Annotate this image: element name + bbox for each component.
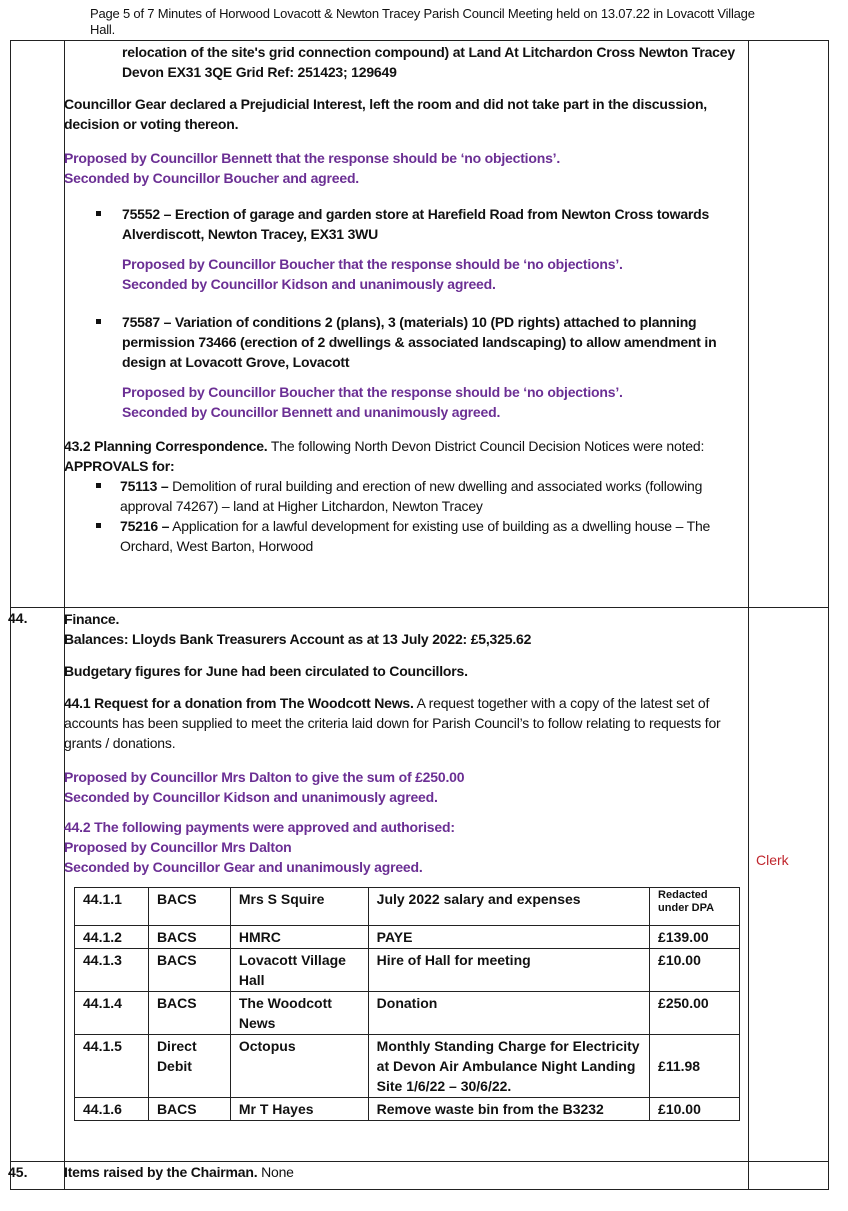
approval-text: Demolition of rural building and erection of new dwelling and associated works (following approval 74267) – land at Higher Litchardon, Newton Tracey — [120, 478, 703, 514]
planning-correspondence — [64, 436, 736, 456]
table-row — [75, 926, 740, 949]
approval-number: 75216 – — [120, 518, 170, 534]
application-item — [64, 312, 736, 372]
section-title: Finance. — [64, 611, 120, 627]
section-text: The following North Devon District Council Decision Notices were noted: — [267, 438, 705, 454]
payment-payee: The Woodcott News — [230, 992, 368, 1035]
seconded-text: Seconded by Councillor Boucher and agreed. — [64, 170, 359, 186]
bullet-icon — [96, 319, 101, 324]
payment-description: Donation — [368, 992, 649, 1035]
payment-ref: 44.1.5 — [75, 1035, 149, 1098]
payment-description: Hire of Hall for meeting — [368, 949, 649, 992]
approval-item — [64, 476, 736, 516]
payment-method: BACS — [148, 992, 230, 1035]
balances-text: Balances: Lloyds Bank Treasurers Account as at 13 July 2022: £5,325.62 — [64, 631, 532, 647]
payment-method: BACS — [148, 1098, 230, 1121]
action-by-label: Clerk — [756, 852, 789, 868]
row-divider — [11, 607, 828, 608]
column-divider — [748, 41, 749, 1189]
bullet-icon — [96, 523, 101, 528]
application-text: 75552 – Erection of garage and garden store at Harefield Road from Newton Cross towards Alverdiscott, Newton Tracey, EX31 3WU — [122, 206, 710, 242]
payment-ref: 44.1.1 — [75, 888, 149, 926]
payment-amount: Redacted under DPA — [650, 888, 740, 926]
item-number: 45. — [8, 1164, 28, 1180]
table-row — [75, 1098, 740, 1121]
payment-description: July 2022 salary and expenses — [368, 888, 649, 926]
payment-ref: 44.1.4 — [75, 992, 149, 1035]
item-43-content — [64, 42, 736, 556]
payments-table — [74, 887, 740, 1121]
seconded-text: Seconded by Councillor Kidson and unanimously agreed. — [64, 789, 438, 805]
bullet-icon — [96, 483, 101, 488]
proposal-text: Proposed by Councillor Bennett that the response should be ‘no objections’. — [64, 150, 561, 166]
table-row — [75, 992, 740, 1035]
application-text: 75587 – Variation of conditions 2 (plans), 3 (materials) 10 (PD rights) attached to planning permission 73466 (erection of 2 dwellings & associated landscaping) to allow amendment in design at Lovacott Grove, Lovacott — [122, 314, 717, 370]
table-row — [75, 888, 740, 926]
payments-heading: 44.2 The following payments were approved and authorised: — [64, 819, 455, 835]
approvals-heading: APPROVALS for: — [64, 458, 175, 474]
payment-amount: £10.00 — [650, 949, 740, 992]
section-heading: 43.2 Planning Correspondence. — [64, 438, 268, 454]
interest-declaration: Councillor Gear declared a Prejudicial Interest, left the room and did not take part in the discussion, decision or voting thereon. — [64, 96, 707, 132]
application-continuation: relocation of the site's grid connection compound) at Land At Litchardon Cross Newton Tracey Devon EX31 3QE Grid Ref: 251423; 129649 — [122, 44, 735, 80]
item-number: 44. — [8, 610, 28, 626]
approval-number: 75113 – — [120, 478, 169, 494]
seconded-text: Seconded by Councillor Gear and unanimously agreed. — [64, 859, 423, 875]
payment-ref: 44.1.2 — [75, 926, 149, 949]
item-44-content — [64, 609, 736, 877]
payment-ref: 44.1.3 — [75, 949, 149, 992]
seconded-text: Seconded by Councillor Bennett and unanimously agreed. — [122, 404, 501, 420]
payment-ref: 44.1.6 — [75, 1098, 149, 1121]
application-item — [64, 204, 736, 244]
budget-text: Budgetary figures for June had been circulated to Councillors. — [64, 663, 468, 679]
proposal-text: Proposed by Councillor Boucher that the response should be ‘no objections’. — [122, 256, 623, 272]
section-title: Items raised by the Chairman. — [64, 1164, 258, 1180]
section-text: A request together with a copy of the latest set of accounts has been supplied to meet the criteria laid down for Parish Council’s to follow relating to requests for grants / donations. — [64, 695, 721, 751]
item-45-content — [64, 1162, 736, 1182]
approval-text: Application for a lawful development for existing use of building as a dwelling house – The Orchard, West Barton, Horwood — [120, 518, 711, 554]
proposal-text: Proposed by Councillor Mrs Dalton — [64, 839, 292, 855]
payment-amount: £250.00 — [650, 992, 740, 1035]
payment-payee: Octopus — [230, 1035, 368, 1098]
payment-method: BACS — [148, 949, 230, 992]
payment-payee: Lovacott Village Hall — [230, 949, 368, 992]
section-text: None — [257, 1164, 294, 1180]
seconded-text: Seconded by Councillor Kidson and unanimously agreed. — [122, 276, 496, 292]
proposal-text: Proposed by Councillor Boucher that the response should be ‘no objections’. — [122, 384, 623, 400]
payment-payee: Mr T Hayes — [230, 1098, 368, 1121]
section-heading: 44.1 Request for a donation from The Woodcott News. — [64, 695, 414, 711]
page-header: Page 5 of 7 Minutes of Horwood Lovacott & Newton Tracey Parish Council Meeting held on 13.07.22 in Lovacott Village Hall. — [90, 6, 755, 37]
table-row — [75, 1035, 740, 1098]
payment-method: BACS — [148, 888, 230, 926]
approval-item — [64, 516, 736, 556]
payment-description: Monthly Standing Charge for Electricity at Devon Air Ambulance Night Landing Site 1/6/22 – 30/6/22. — [368, 1035, 649, 1098]
payment-amount: £139.00 — [650, 926, 740, 949]
payment-amount: £11.98 — [650, 1035, 740, 1098]
payment-amount: £10.00 — [650, 1098, 740, 1121]
payment-method: BACS — [148, 926, 230, 949]
bullet-icon — [96, 211, 101, 216]
donation-request — [64, 693, 736, 753]
payment-payee: Mrs S Squire — [230, 888, 368, 926]
payment-description: PAYE — [368, 926, 649, 949]
proposal-text: Proposed by Councillor Mrs Dalton to give the sum of £250.00 — [64, 769, 465, 785]
payment-method: Direct Debit — [148, 1035, 230, 1098]
payment-description: Remove waste bin from the B3232 — [368, 1098, 649, 1121]
payment-payee: HMRC — [230, 926, 368, 949]
table-row — [75, 949, 740, 992]
